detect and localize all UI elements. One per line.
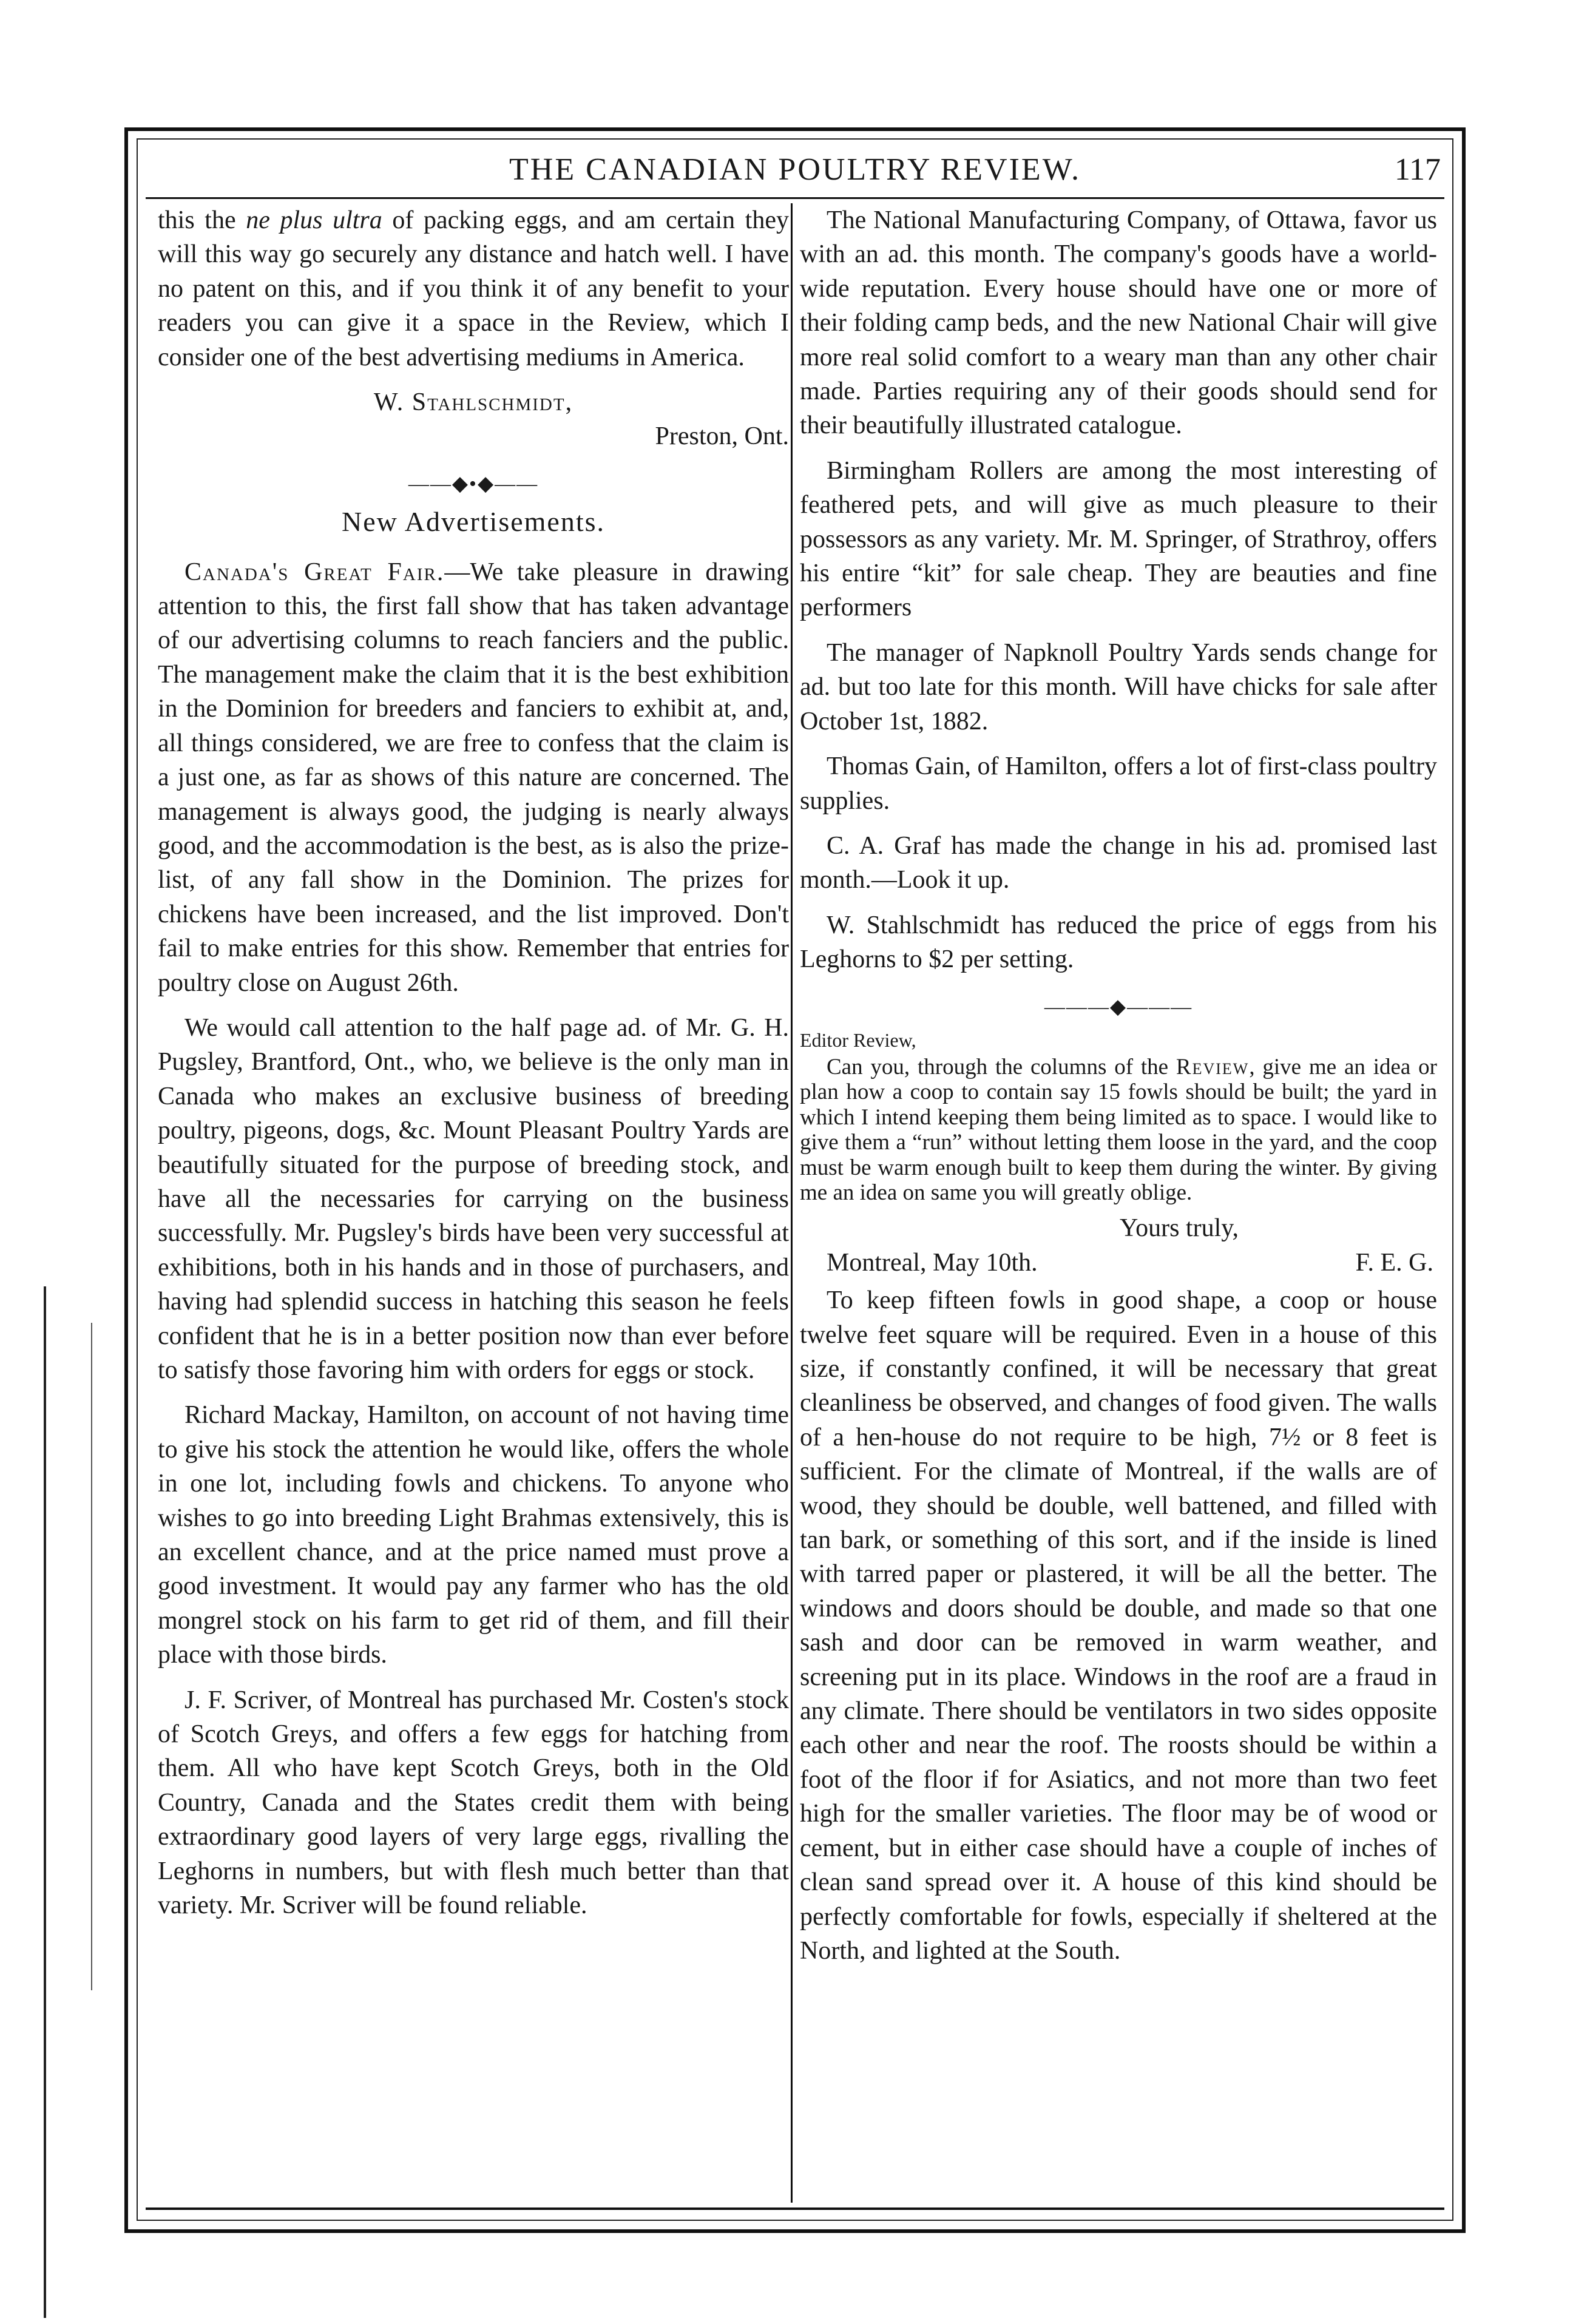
paragraph-thomas-gain: Thomas Gain, of Hamilton, offers a lot of first-class poultry supplies. — [800, 752, 1437, 815]
paragraph-scriver: J. F. Scriver, of Montreal has purchased Mr. Costen's stock of Scotch Greys, and offers a few eggs for hatching from them. All who have kept Scotch Greys, both in the Old Country, Canada and the States credit them with being extraordinary good layers of very large eggs, rivalling the Leghorns in numbers, but with flesh much better than that variety. Mr. Scriver will be found reliable. — [158, 1686, 789, 1920]
header-rule — [146, 197, 1444, 199]
column-divider — [791, 203, 793, 2203]
right-column — [800, 203, 1437, 1979]
section-divider-right: ———◆——— — [1044, 995, 1193, 1018]
section-divider: ——◆•◆—— — [408, 472, 539, 495]
paragraph-national-manufacturing: The National Manufacturing Company, of Ottawa, favor us with an ad. this month. The company's goods have a world-wide reputation. Every house should have one or more of their folding camp beds, and the new National Chair will give more real solid comfort to a weary man than any other chair made. Parties requiring any of their goods should send for their beautifully illustrated catalogue. — [800, 206, 1437, 440]
letter-block — [800, 1028, 1437, 1205]
paragraph-graf: C. A. Graf has made the change in his ad. promised last month.—Look it up. — [800, 831, 1437, 894]
letter-closing: Yours truly, — [1119, 1214, 1239, 1243]
letter-place-date: Montreal, May 10th. — [827, 1248, 1038, 1277]
paragraph-napknoll: The manager of Napknoll Poultry Yards sends change for ad. but too late for this month. Will have chicks for sale after October 1st, 1882. — [800, 638, 1437, 735]
paragraph-stahlschmidt: W. Stahlschmidt has reduced the price of eggs from his Leghorns to $2 per setting. — [800, 911, 1437, 974]
paragraph-pugsley: We would call attention to the half page ad. of Mr. G. H. Pugsley, Brantford, Ont., who, we believe is the only man in Canada who makes an exclusive business of breeding poultry, pigeons, dogs, &c. Mount Pleasant Poultry Yards are beautifully situated for the purpose of breeding stock, and have all the necessaries for carrying on the business successfully. Mr. Pugsley's birds have been very successful at exhibitions, both in his hands and in those of purchasers, and having had splendid success in hatching this season he feels confident that he is in a better position now than ever before to satisfy those favoring him with orders for eggs or stock. — [158, 1013, 789, 1384]
letter-signature-line — [800, 1246, 1437, 1280]
section-heading: New Advertisements. — [341, 506, 606, 538]
paragraph-mackay: Richard Mackay, Hamilton, on account of not having time to give his stock the attention he would like, offers the whole in one lot, including fowls and chickens. To anyone who wishes to go into breeding Light Brahmas extensively, this is an excellent chance, and at the price named must prove a good investment. It would pay any farmer who has the old mongrel stock on his farm to get rid of them, and fill their place with those birds. — [158, 1401, 789, 1669]
running-title: THE CANADIAN POULTRY REVIEW. — [509, 152, 1081, 187]
page-header — [146, 141, 1444, 195]
letter-continuation: this the ne plus ultra of packing eggs, and am certain they will this way go securely any distance and hatch well. I have no patent on this, and if you think it of any benefit to your readers you can give it a space in the Review, which I consider one of the best advertising mediums in America. — [158, 206, 789, 371]
signature-name: W. Stahlschmidt, — [373, 388, 573, 417]
letter-body: Can you, through the columns of the Review, give me an idea or plan how a coop to contain say 15 fowls should be built; the yard in which I intend keeping them being limited as to space. I would like to give them a “run” without letting them loose in the yard, and the coop must be warm enough built to keep them during the winter. By giving me an idea on same you will greatly oblige. — [800, 1054, 1437, 1205]
paragraph-answer: To keep fifteen fowls in good shape, a coop or house twelve feet square will be required. Even in a house of this size, if constantly confined, it will be necessary that great cleanliness be observed, and changes of food given. The walls of a hen-house do not require to be high, 7½ or 8 feet is sufficient. For the climate of Montreal, if the walls are of wood, they should be double, well battened, and filled with tan bark, or something of this sort, and if the inside is lined with tarred paper or plastered, it will be all the better. The windows and doors should be double, and made so that one sash and door can be removed in warm weather, and screening put in its place. Windows in the roof are a fraud in any climate. There should be ventilators in two sides opposite each other and near the roof. The roosts should be within a foot of the floor if for Asiatics, and not more than two feet high for the smaller varieties. The floor may be of wood or cement, but in either case should have a couple of inches of clean sand spread over it. A house of this kind should be perfectly comfortable for fowls, especially if sheltered at the North, and lighted at the South. — [800, 1286, 1437, 1965]
paragraph-lead: Canada's Great Fair. — [184, 558, 445, 586]
left-column — [158, 203, 789, 1934]
margin-scan-mark-secondary — [91, 1323, 92, 1990]
bottom-rule — [146, 2207, 1444, 2210]
paragraph-birmingham-rollers: Birmingham Rollers are among the most interesting of feathered pets, and will give as much pleasure to their possessors as any variety. Mr. M. Springer, of Strathroy, offers his entire “kit” for sale cheap. They are beauties and fine performers — [800, 456, 1437, 622]
letter-initials: F. E. G. — [1355, 1248, 1433, 1277]
page-number: 117 — [1394, 152, 1441, 187]
signature-place: Preston, Ont. — [655, 422, 789, 451]
letter-salutation: Editor Review, — [800, 1029, 916, 1051]
margin-scan-mark — [44, 1286, 46, 2318]
italic-phrase: ne plus ultra — [246, 206, 382, 234]
paragraph-canadas-great-fair: Canada's Great Fair.—We take pleasure in drawing attention to this, the first fall show that has taken advantage of our advertising columns to reach fanciers and the public. The management make the claim that it is the best exhibition in the Dominion for breeders and fanciers to exhibit at, and, all things considered, we are free to confess that the claim is a just one, as far as shows of this nature are concerned. The management is always good, the judging is nearly always good, and the accommodation is the best, as is also the prize-list, of any fall show in the Dominion. The prizes for chickens have been increased, and the list improved. Don't fail to make entries for this show. Remember that entries for poultry close on August 26th. — [158, 558, 789, 997]
